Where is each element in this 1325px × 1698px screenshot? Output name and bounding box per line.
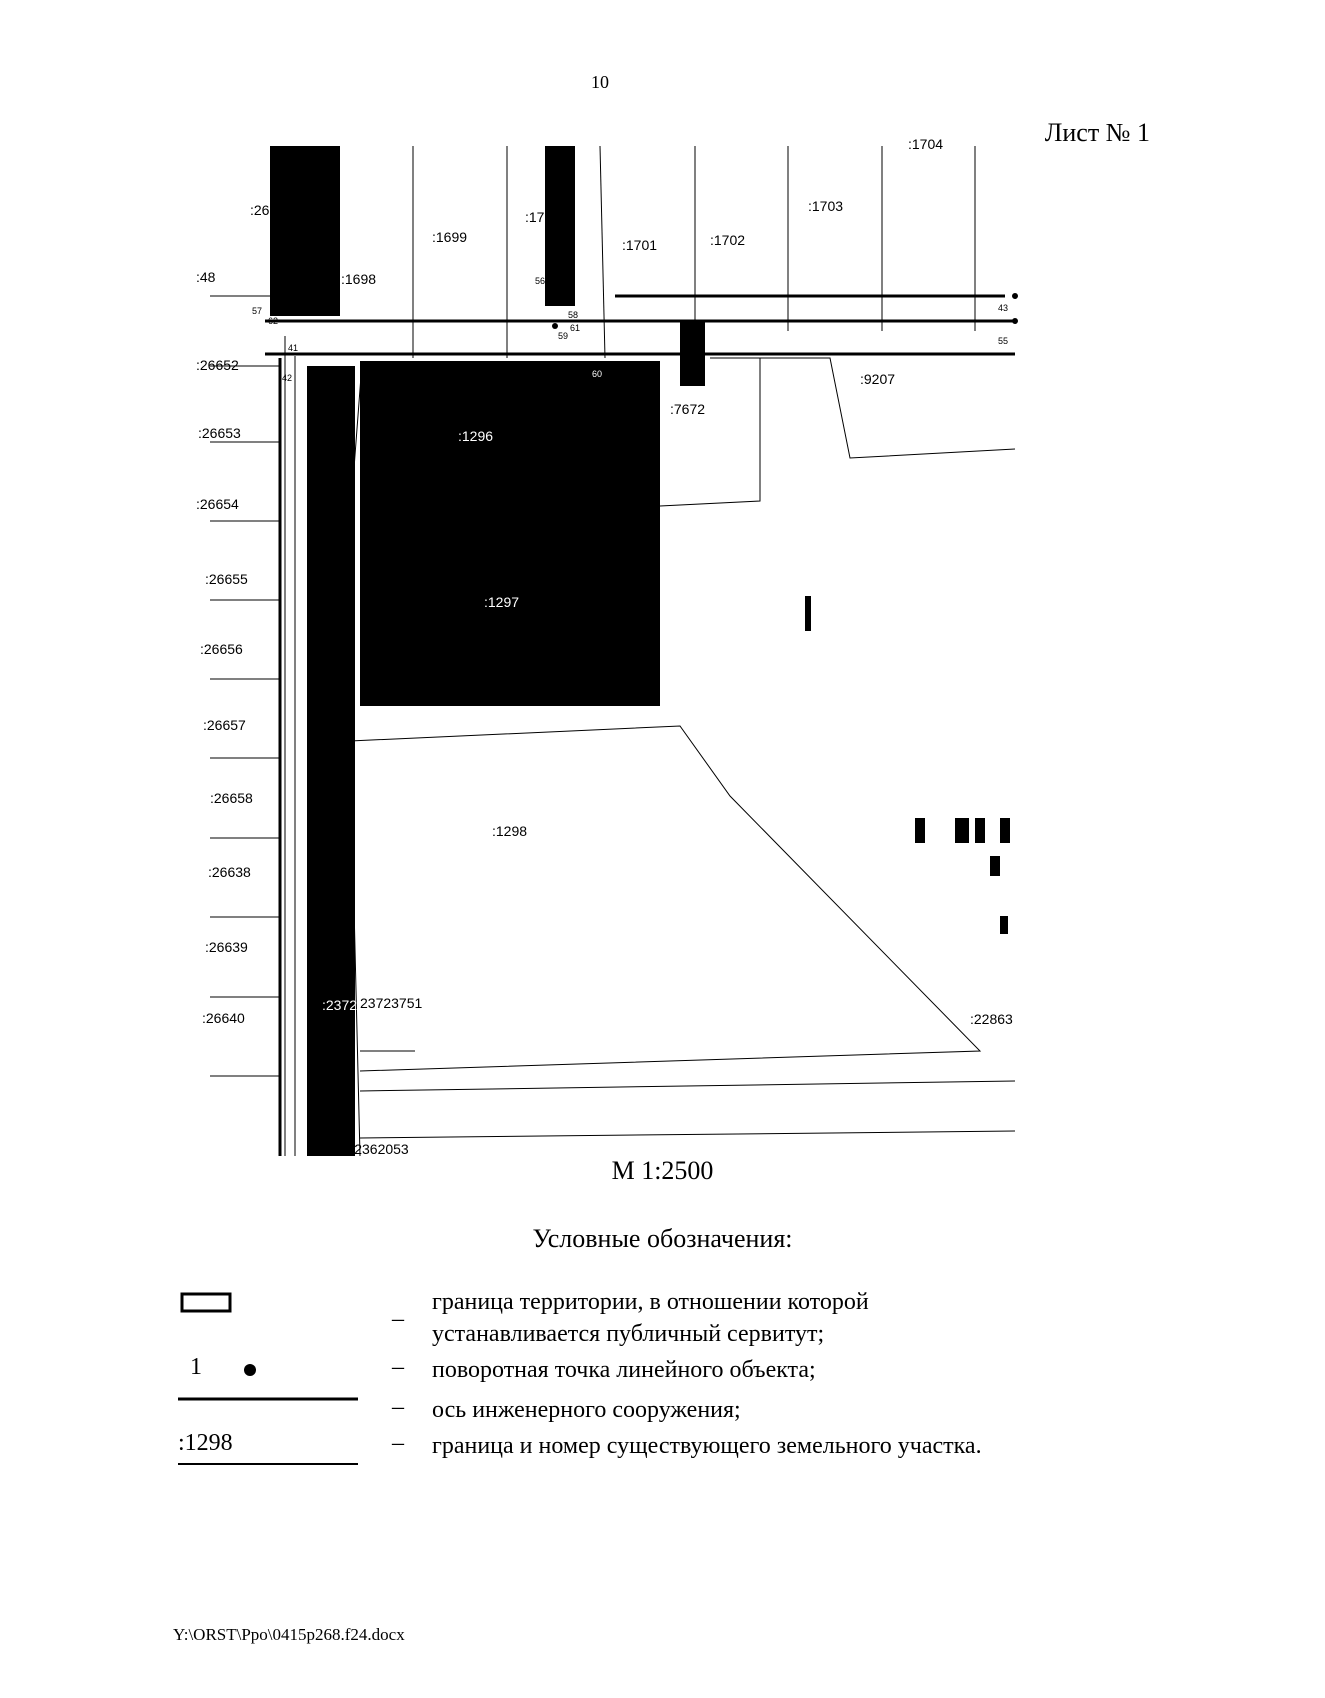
parcel-label-1298: :1298 [492, 823, 528, 839]
parcel-label-bottom: :1162362053 [328, 1141, 409, 1157]
parcel-1296-1297-fill [360, 361, 660, 706]
turning-points [552, 293, 1018, 329]
point-label-61: 61 [570, 323, 581, 333]
point-label-43: 43 [998, 303, 1009, 313]
legend-dash: – [392, 1354, 404, 1380]
parcel-label-26657: :26657 [203, 717, 246, 733]
parcel-label-9207: :9207 [860, 371, 896, 387]
footer-file-path: Y:\ORST\Ppo\0415p268.f24.docx [173, 1625, 405, 1644]
point-label-55: 55 [998, 336, 1009, 346]
turning-point-symbol [170, 1354, 360, 1394]
parcel-label-1296: :1296 [458, 428, 494, 444]
parcel-boundary-icon [170, 1430, 360, 1470]
legend-text: граница территории, в отношении которой устанавливается публичный сервитут; [432, 1289, 869, 1347]
parcel-label-1702: :1702 [710, 232, 746, 248]
point-label-41: 41 [288, 343, 299, 353]
legend-text: ось инженерного сооружения; [432, 1397, 741, 1423]
point-label-57: 57 [252, 306, 263, 316]
parcel-label-26658: :26658 [210, 790, 253, 806]
parcel-label-22863: :22863 [970, 1011, 1013, 1027]
parcel-label-26656: :26656 [200, 641, 243, 657]
parcel-label-1698: :1698 [341, 271, 377, 287]
parcel-label-26655: :26655 [205, 571, 248, 587]
legend-text: поворотная точка линейного объекта; [432, 1357, 816, 1383]
point-label-42: 42 [282, 373, 293, 383]
parcel-label-1297: :1297 [484, 594, 520, 610]
parcel-label-7672: :7672 [670, 401, 706, 417]
parcel-label-26639: :26639 [205, 939, 248, 955]
parcel-label-23723751: 23723751 [360, 995, 423, 1011]
sheet-label: Лист № 1 [1044, 118, 1150, 147]
legend-title: Условные обозначения: [532, 1224, 793, 1253]
parcel-boundary-symbol [170, 1430, 360, 1470]
point-label-59: 59 [558, 331, 569, 341]
point-label-62: 62 [268, 316, 279, 326]
turning-point-icon [240, 1360, 260, 1380]
point-label-56: 56 [535, 276, 546, 286]
parcel-label-26912: :26912(66) [250, 202, 318, 218]
legend-dash: – [392, 1430, 404, 1456]
parcel-label-1704: :1704 [908, 136, 944, 152]
point-label-60: 60 [592, 369, 603, 379]
parcel-label-1699: :1699 [432, 229, 468, 245]
parcel-label-26654: :26654 [196, 496, 239, 512]
parcel-number-sample: :1298 [178, 1430, 233, 1456]
parcel-label-26653: :26653 [198, 425, 241, 441]
legend-dash: _ [392, 1298, 404, 1324]
parcel-label-1700: :1700 [525, 209, 561, 225]
parcel-label-2372: :2372 [322, 997, 358, 1013]
boundary-rect-icon [170, 1286, 360, 1326]
turning-point-number: 1 [190, 1354, 202, 1380]
axis-line-icon [170, 1394, 360, 1434]
legend-dash: – [392, 1394, 404, 1420]
parcel-label-1703: :1703 [808, 198, 844, 214]
top-left-strip-fill [270, 146, 340, 316]
tree-cluster-fill [680, 321, 705, 386]
parcel-label-1701: :1701 [622, 237, 658, 253]
cadastral-map [196, 136, 1125, 1157]
page-number: 10 [591, 72, 609, 92]
left-strip-fill [307, 366, 358, 1156]
map-scale: М 1:2500 [611, 1156, 714, 1185]
top-strip-fill [545, 146, 575, 306]
legend-text: граница и номер существующего земельного участка. [432, 1433, 982, 1459]
parcel-label-48: :48 [196, 269, 216, 285]
parcel-label-26652: :26652 [196, 357, 239, 373]
parcel-label-26640: :26640 [202, 1010, 245, 1026]
parcel-label-26638: :26638 [208, 864, 251, 880]
point-label-58: 58 [568, 310, 579, 320]
